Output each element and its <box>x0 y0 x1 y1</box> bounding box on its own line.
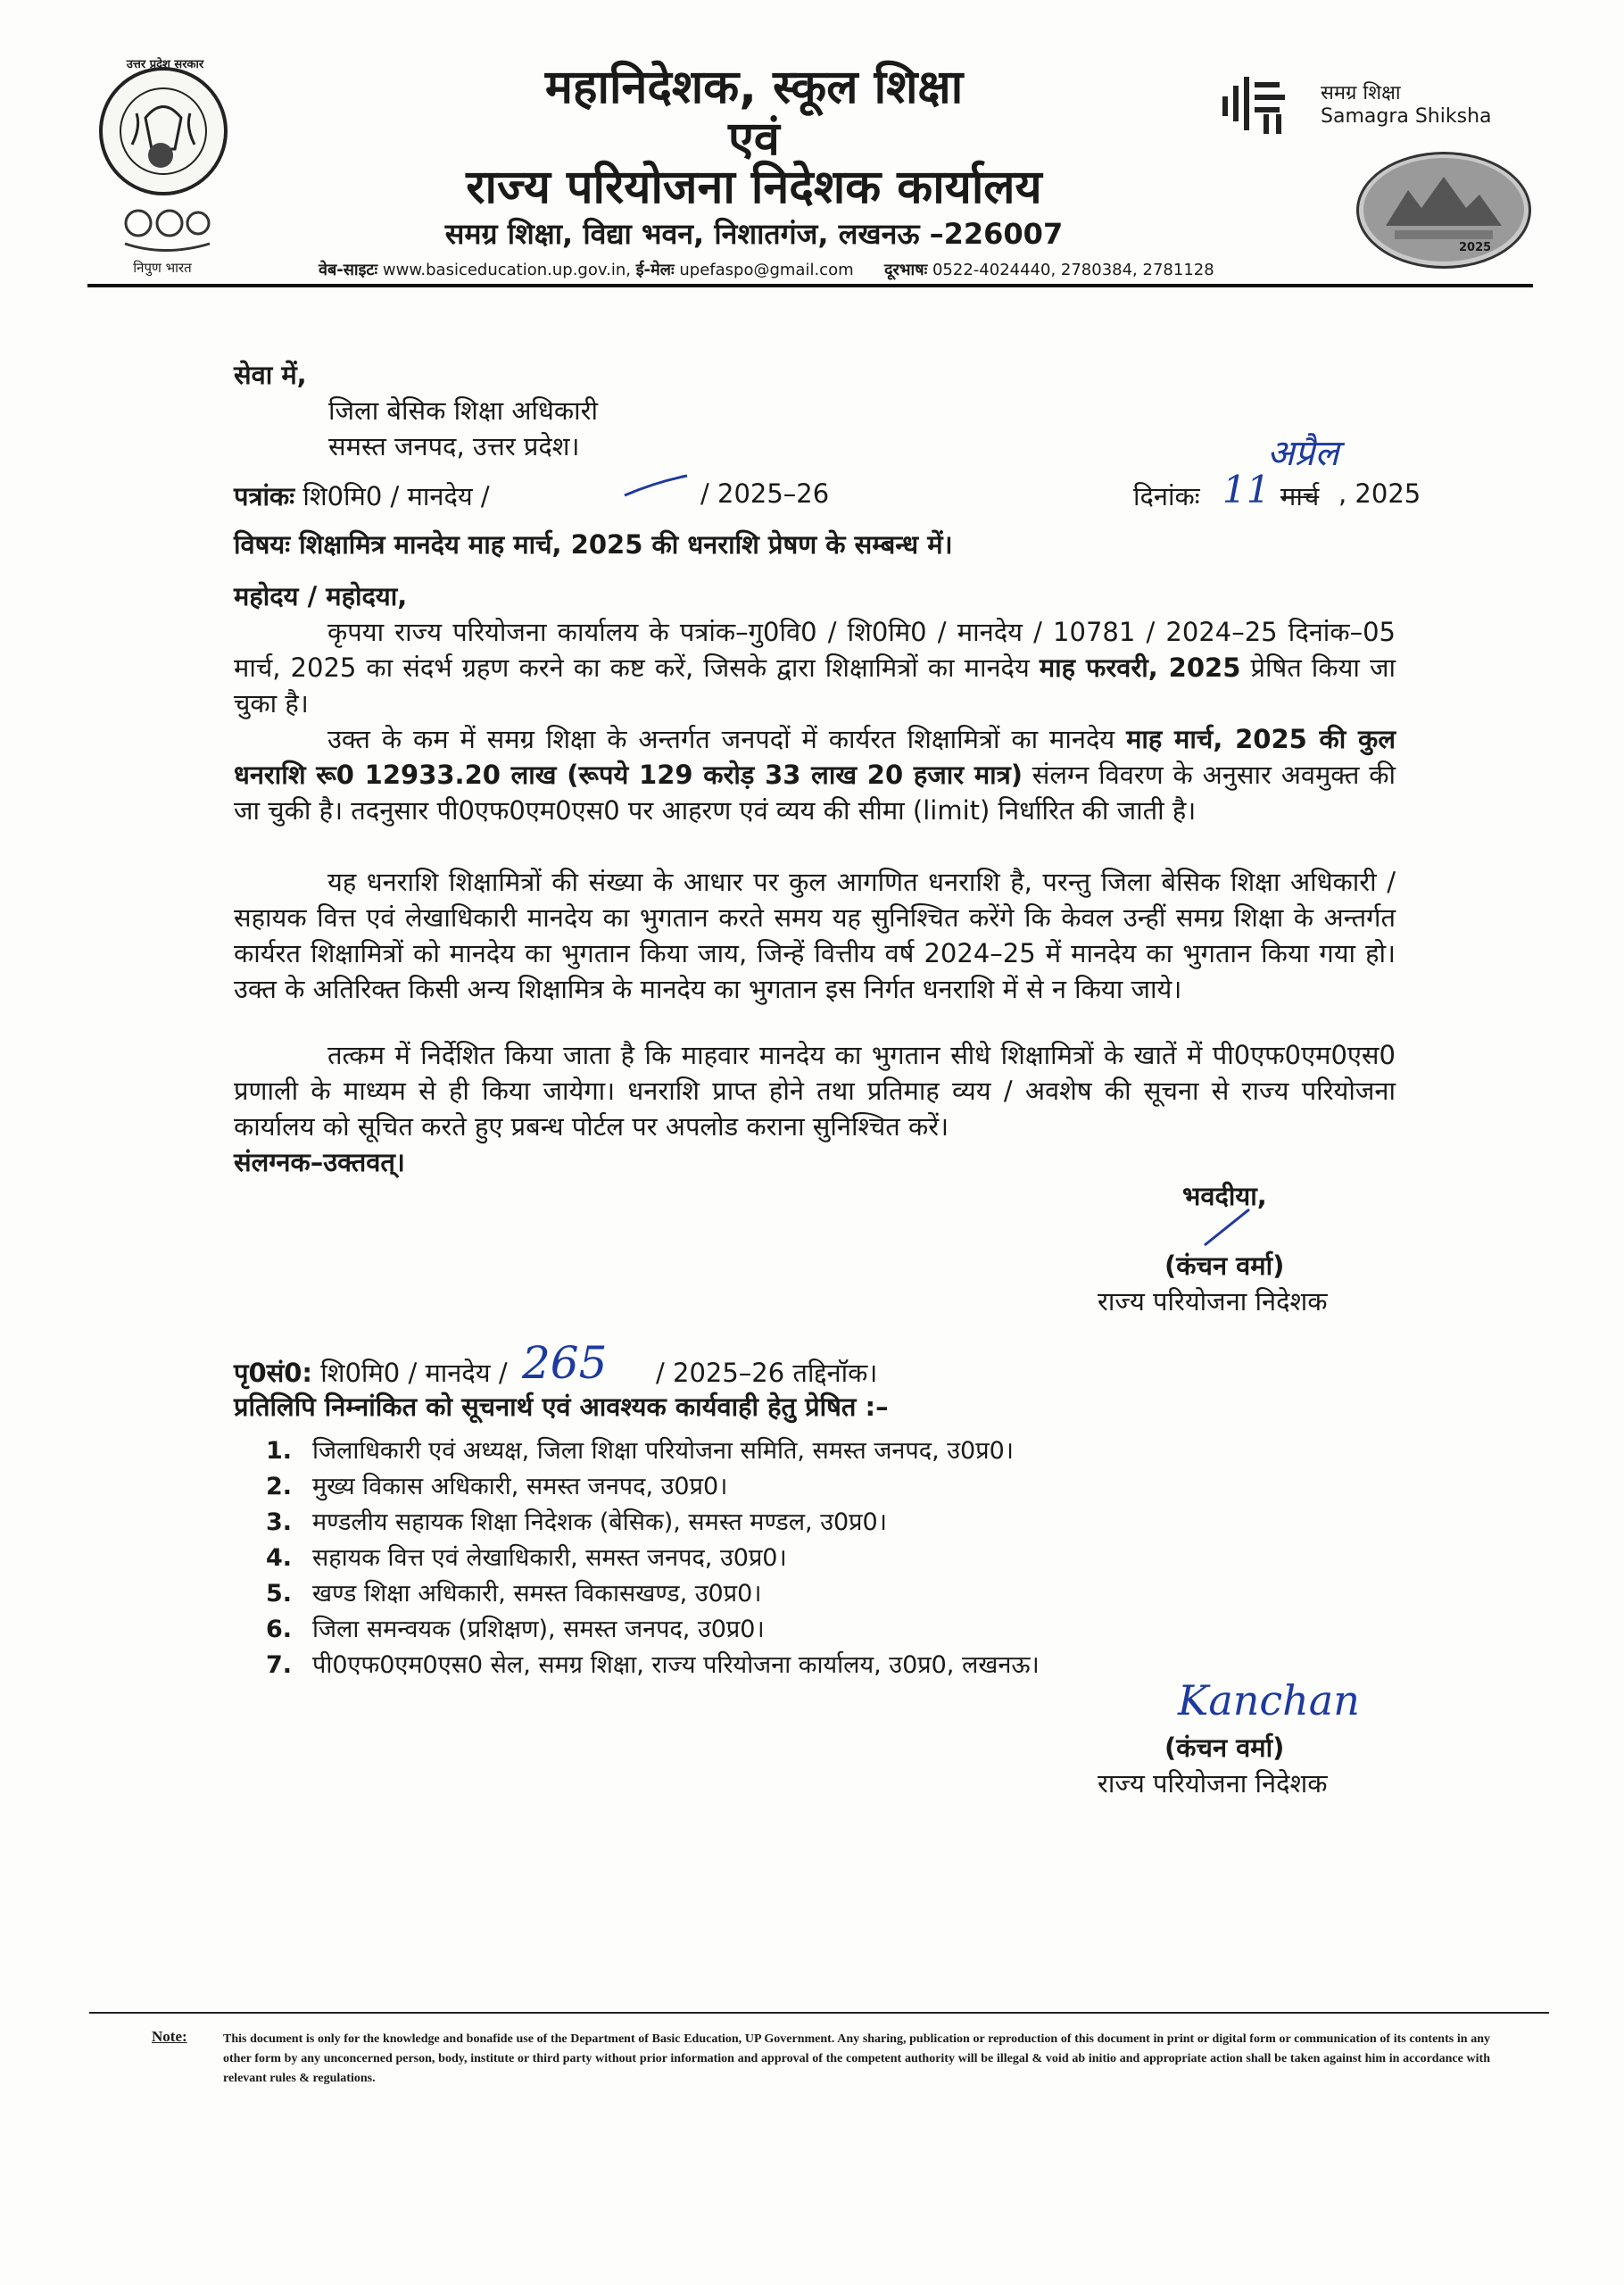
paragraph-2: उक्त के कम में समग्र शिक्षा के अन्तर्गत जनपदों में कार्यरत शिक्षामित्रों का मानदेय माह मार्च, 2025 की कुल धनराशि रू0 12933.20 लाख (रूपये 129 करोड़ 33 लाख 20 हजार मात्र) संलग्न विवरण के अनुसार अवमुक्त की जा चुकी है। तदनुसार पी0एफ0एम0एस0 पर आहरण एवं व्यय की सीमा (limit) निर्धारित की जाती है। <box>234 724 1396 826</box>
signatory-name-2: (कंचन वर्मा) <box>1164 1732 1285 1763</box>
copy-ref-suffix: / 2025–26 तद्दिनॉक। <box>656 1358 878 1388</box>
date-year: , 2025 <box>1338 478 1421 509</box>
signatory-title-1: राज्य परियोजना निदेशक <box>1098 1286 1328 1317</box>
greeting: महोदय / महोदया, <box>234 581 408 611</box>
mahakumbh-emblem-icon <box>1359 154 1529 266</box>
nipun-bharat-caption: निपुण भारत <box>133 260 192 276</box>
closing: भवदीया, <box>1182 1181 1267 1211</box>
list-item: 6. जिला समन्वयक (प्रशिक्षण), समस्त जनपद, उ0प्र0। <box>266 1616 765 1643</box>
enclosure: संलग्नक–उक्तवत्। <box>234 1147 405 1177</box>
samagra-logo-english: Samagra Shiksha <box>1321 105 1492 128</box>
right-emblem-year: 2025 <box>1459 241 1492 254</box>
list-item: 7. पी0एफ0एम0एस0 सेल, समग्र शिक्षा, राज्य परियोजना कार्यालय, उ0प्र0, लखनऊ। <box>266 1651 1040 1679</box>
date-line <box>1133 478 1200 513</box>
date-month-struck: मार्च <box>1280 481 1320 511</box>
samagra-shiksha-icon <box>1214 70 1312 141</box>
phone-numbers: 0522-4024440, 2780384, 2781128 <box>932 261 1214 279</box>
header-divider <box>87 284 1533 287</box>
website-link[interactable]: www.basiceducation.up.gov.in, <box>382 261 631 279</box>
header-title-line2: एवं <box>728 112 780 166</box>
copy-ref-number-handwritten: 265 <box>522 1337 608 1389</box>
paragraph-4: तत्कम में निर्देशित किया जाता है कि माहवार मानदेय का भुगतान सीधे शिक्षामित्रों के खातें में पी0एफ0एम0एस0 प्रणाली के माध्यम से ही किया जायेगा। धनराशि प्राप्त होने तथा प्रतिमाह व्यय / अवशेष की सूचना से राज्य परियोजना कार्यालय को सूचित करते हुए प्रबन्ध पोर्टल पर अपलोड कराना सुनिश्चित करें। <box>234 1040 1396 1142</box>
contact-line <box>319 259 1389 280</box>
ref-label: पत्रांकः <box>234 481 295 511</box>
list-item: 1. जिलाधिकारी एवं अध्यक्ष, जिला शिक्षा परियोजना समिति, समस्त जनपद, उ0प्र0। <box>266 1437 1014 1465</box>
signatory-name-1: (कंचन वर्मा) <box>1164 1251 1285 1281</box>
list-item: 3. मण्डलीय सहायक शिक्षा निदेशक (बेसिक), समस्त मण्डल, उ0प्र0। <box>266 1508 887 1536</box>
samagra-shiksha-logo <box>1214 70 1312 141</box>
up-government-seal-icon <box>96 64 230 198</box>
left-seal-text: उत्तर प्रदेश सरकार <box>126 58 204 71</box>
copy-ref-text: शि0मि0 / मानदेय / <box>320 1358 508 1388</box>
copy-heading: प्रतिलिपि निम्नांकित को सूचनार्थ एवं आवश्यक कार्यवाही हेतु प्रेषित :– <box>234 1392 889 1422</box>
recipient-line2: समस्त जनपद, उत्तर प्रदेश। <box>328 431 580 461</box>
ref-text: शि0मि0 / मानदेय / <box>302 481 490 511</box>
salutation-to: सेवा में, <box>234 360 307 390</box>
samagra-logo-hindi: समग्र शिक्षा <box>1321 82 1401 104</box>
right-emblem <box>1356 152 1531 269</box>
phone-label: दूरभाषः <box>883 261 928 279</box>
copy-reference-line <box>234 1355 508 1390</box>
email-link[interactable]: upefaspo@gmail.com <box>679 261 854 279</box>
list-item: 5. खण्ड शिक्षा अधिकारी, समस्त विकासखण्ड, उ0प्र0। <box>266 1580 762 1608</box>
header-title-line3: राज्य परियोजना निदेशक कार्यालय <box>466 161 1042 214</box>
paragraph-3: यह धनराशि शिक्षामित्रों की संख्या के आधार पर कुल आगणित धनराशि है, परन्तु जिला बेसिक शिक्षा अधिकारी / सहायक वित्त एवं लेखाधिकारी मानदेय का भुगतान करते समय यह सुनिश्चित करेंगे कि केवल उन्हीं समग्र शिक्षा के अन्तर्गत कार्यरत शिक्षामित्रों को मानदेय का भुगतान किया जाय, जिन्हें वित्तीय वर्ष 2024–25 में मानदेय का भुगतान किया गया हो। उक्त के अतिरिक्त किसी अन्य शिक्षामित्र के मानदेय का भुगतान इस निर्गत धनराशि में से न किया जाये। <box>234 867 1396 1004</box>
paragraph-1: कृपया राज्य परियोजना कार्यालय के पत्रांक–गु0वि0 / शि0मि0 / मानदेय / 10781 / 2024–25 दिनांक–05 मार्च, 2025 का संदर्भ ग्रहण करने का कष्ट करें, जिसके द्वारा शिक्षामित्रों का मानदेय माह फरवरी, 2025 प्रेषित किया जा चुका है। <box>234 617 1396 719</box>
left-seal <box>96 64 230 198</box>
subject-line: विषयः शिक्षामित्र मानदेय माह मार्च, 2025 की धनराशि प्रेषण के सम्बन्ध में। <box>234 529 953 560</box>
reference-line <box>234 478 490 513</box>
nipun-bharat-logo <box>98 204 232 257</box>
signatory-title-2: राज्य परियोजना निदेशक <box>1098 1768 1328 1799</box>
date-label: दिनांकः <box>1133 481 1200 511</box>
website-label: वेब-साइटः <box>319 261 378 279</box>
email-label: ई-मेलः <box>635 261 675 279</box>
date-day-handwritten: 11 <box>1222 468 1271 511</box>
list-item: 2. मुख्य विकास अधिकारी, समस्त जनपद, उ0प्र0। <box>266 1473 728 1500</box>
footer-divider <box>89 2012 1549 2014</box>
ref-year: / 2025–26 <box>700 478 830 509</box>
date-month-handwritten: अप्रैल <box>1267 433 1339 474</box>
note-label: Note: <box>152 2028 187 2045</box>
list-item: 4. सहायक वित्त एवं लेखाधिकारी, समस्त जनपद, उ0प्र0। <box>266 1544 787 1572</box>
note-text: This document is only for the knowledge and bonafide use of the Department of Basic Education, UP Government. Any sharing, publication or reproduction of this document in print or digital form or communication of its contents in any other form by any unconcerned person, body, institute or third party without prior information and approval of the competent authority will be illegal & void ab initio and appropriate action shall be taken against him in accordance with relevant rules & regulations. <box>223 2032 1490 2085</box>
nipun-bharat-icon <box>98 204 232 257</box>
copy-ref-label: पृ0सं0: <box>234 1358 313 1388</box>
header-title-line1: महानिदेशक, स्कूल शिक्षा <box>544 61 964 114</box>
handwritten-signature: Kanchan <box>1178 1676 1360 1724</box>
header-address: समग्र शिक्षा, विद्या भवन, निशातगंज, लखनऊ –226007 <box>444 217 1064 251</box>
initial-stroke <box>1200 1205 1254 1250</box>
recipient-line1: जिला बेसिक शिक्षा अधिकारी <box>328 395 598 426</box>
copy-recipient-list <box>266 1433 1040 1683</box>
handwritten-stroke <box>620 473 692 500</box>
